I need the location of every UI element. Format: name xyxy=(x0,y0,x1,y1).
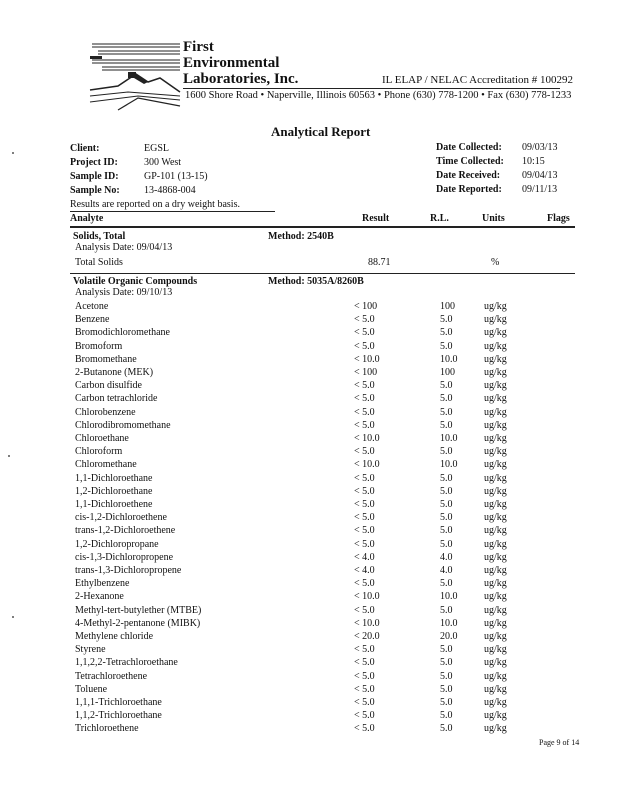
analyte-name: Chlorodibromomethane xyxy=(75,419,171,431)
analyte-name: Carbon disulfide xyxy=(75,380,142,392)
analyte-name: 1,1,2,2-Tetrachloroethane xyxy=(75,657,178,669)
voc-analysis-date: Analysis Date: 09/10/13 xyxy=(75,287,173,298)
analyte-units: ug/kg xyxy=(484,591,507,603)
analyte-units: ug/kg xyxy=(484,644,507,656)
analyte-rl: 5.0 xyxy=(440,683,453,695)
analyte-name: 4-Methyl-2-pentanone (MIBK) xyxy=(75,617,201,629)
time-collected-value: 10:15 xyxy=(522,156,545,167)
analyte-units: ug/kg xyxy=(484,551,507,563)
analyte-result: < 5.0 xyxy=(354,538,375,550)
analyte-rl: 5.0 xyxy=(440,340,453,352)
analyte-units: ug/kg xyxy=(484,670,507,682)
table-row xyxy=(0,697,642,710)
analyte-units: ug/kg xyxy=(484,710,507,722)
table-row xyxy=(0,671,642,684)
date-reported-label: Date Reported: xyxy=(436,184,502,195)
scan-speck xyxy=(12,152,14,154)
analyte-result: < 5.0 xyxy=(354,525,375,537)
table-row xyxy=(0,354,642,367)
analyte-name: 2-Butanone (MEK) xyxy=(75,367,154,378)
analyte-result: < 5.0 xyxy=(354,644,375,656)
analyte-name: trans-1,2-Dichloroethene xyxy=(75,525,176,537)
scan-speck xyxy=(8,455,10,457)
project-value: 300 West xyxy=(144,157,182,168)
analyte-result: < 5.0 xyxy=(354,327,375,339)
analyte-units: ug/kg xyxy=(484,419,507,431)
analyte-result: < 5.0 xyxy=(354,472,375,484)
analyte-result: < 10.0 xyxy=(354,459,380,471)
analyte-result: < 10.0 xyxy=(354,617,380,629)
analyte-units: ug/kg xyxy=(484,683,507,695)
analyte-result: < 5.0 xyxy=(354,512,375,524)
analyte-name: Total Solids xyxy=(75,257,123,268)
report-title: Analytical Report xyxy=(271,124,371,139)
analyte-name: 1,1,1-Trichloroethane xyxy=(75,697,162,708)
analyte-rl: 5.0 xyxy=(440,710,453,722)
analyte-units: ug/kg xyxy=(484,459,507,471)
analyte-rl: 4.0 xyxy=(440,551,453,563)
table-row xyxy=(0,367,642,380)
accreditation: IL ELAP / NELAC Accreditation # 100292 xyxy=(382,74,574,86)
analyte-rl: 5.0 xyxy=(440,697,453,708)
table-row xyxy=(0,459,642,472)
analyte-rl: 5.0 xyxy=(440,657,453,669)
analyte-name: Bromodichloromethane xyxy=(75,327,170,339)
analyte-units: ug/kg xyxy=(484,353,507,365)
col-rl: R.L. xyxy=(430,213,449,224)
table-row xyxy=(0,539,642,552)
analyte-rl: 5.0 xyxy=(440,380,453,392)
analyte-name: Carbon tetrachloride xyxy=(75,393,158,405)
analyte-name: 1,2-Dichloropropane xyxy=(75,538,159,550)
table-row xyxy=(0,257,642,270)
table-row xyxy=(0,380,642,393)
company-address: 1600 Shore Road • Naperville, Illinois 60563 • Phone (630) 778-1200 • Fax (630) 778-1233 xyxy=(185,90,572,101)
analyte-rl: 4.0 xyxy=(440,565,453,576)
analyte-units: ug/kg xyxy=(484,433,507,444)
table-row xyxy=(0,393,642,406)
analyte-units: ug/kg xyxy=(484,472,507,484)
analyte-result: < 5.0 xyxy=(354,485,375,497)
analyte-result: < 10.0 xyxy=(354,591,380,603)
analyte-name: Bromomethane xyxy=(75,353,137,365)
date-collected-label: Date Collected: xyxy=(436,142,502,153)
table-row xyxy=(0,552,642,565)
analyte-result: < 5.0 xyxy=(354,380,375,392)
analyte-rl: 5.0 xyxy=(440,538,453,550)
letterhead-rule xyxy=(183,88,560,89)
date-received-label: Date Received: xyxy=(436,170,501,181)
project-label: Project ID: xyxy=(70,157,118,168)
analyte-result: < 5.0 xyxy=(354,697,375,708)
analyte-rl: 5.0 xyxy=(440,670,453,682)
basis-note: Results are reported on a dry weight basis. xyxy=(70,199,240,210)
analyte-rl: 5.0 xyxy=(440,723,453,735)
analyte-units: % xyxy=(491,257,500,268)
analyte-units: ug/kg xyxy=(484,604,507,616)
col-result: Result xyxy=(362,213,390,224)
analyte-rl: 5.0 xyxy=(440,406,453,418)
analyte-rl: 5.0 xyxy=(440,472,453,484)
analyte-name: Styrene xyxy=(75,644,106,656)
analyte-rl: 100 xyxy=(440,301,455,312)
sample-no-label: Sample No: xyxy=(70,185,120,196)
analyte-result: < 5.0 xyxy=(354,723,375,735)
voc-heading: Volatile Organic Compounds xyxy=(73,276,198,287)
table-row xyxy=(0,301,642,314)
sample-id-label: Sample ID: xyxy=(70,171,119,182)
section-rule xyxy=(70,273,575,274)
client-value: EGSL xyxy=(144,143,169,154)
table-row xyxy=(0,605,642,618)
analyte-rl: 5.0 xyxy=(440,327,453,339)
analyte-name: Chloroform xyxy=(75,446,123,458)
solids-method: Method: 2540B xyxy=(268,231,334,242)
company-name-line-2: Environmental xyxy=(183,55,280,71)
analyte-result: < 4.0 xyxy=(354,551,375,563)
analyte-units: ug/kg xyxy=(484,301,507,312)
analyte-units: ug/kg xyxy=(484,367,507,378)
col-flags: Flags xyxy=(547,213,570,224)
scan-speck xyxy=(12,616,14,618)
analyte-result: < 5.0 xyxy=(354,604,375,616)
analyte-result: < 4.0 xyxy=(354,565,375,576)
analyte-rl: 5.0 xyxy=(440,446,453,458)
table-row xyxy=(0,565,642,578)
table-row xyxy=(0,341,642,354)
analyte-name: Chlorobenzene xyxy=(75,406,136,418)
analyte-units: ug/kg xyxy=(484,565,507,576)
analyte-rl: 100 xyxy=(440,367,455,378)
analyte-name: Methyl-tert-butylether (MTBE) xyxy=(75,604,202,616)
table-row xyxy=(0,684,642,697)
table-row xyxy=(0,644,642,657)
date-reported-value: 09/11/13 xyxy=(522,184,558,195)
table-row xyxy=(0,446,642,459)
analyte-result: < 5.0 xyxy=(354,406,375,418)
analyte-result: < 5.0 xyxy=(354,499,375,510)
col-analyte: Analyte xyxy=(70,213,104,224)
analyte-units: ug/kg xyxy=(484,380,507,392)
analyte-name: Trichloroethene xyxy=(75,723,139,735)
table-row xyxy=(0,473,642,486)
analyte-name: Chloromethane xyxy=(75,459,137,471)
table-row xyxy=(0,710,642,723)
page-number: Page 9 of 14 xyxy=(539,738,580,747)
analyte-result: < 100 xyxy=(354,301,378,312)
sample-no-value: 13-4868-004 xyxy=(144,185,196,196)
analyte-rl: 10.0 xyxy=(440,459,458,471)
analyte-units: ug/kg xyxy=(484,512,507,524)
analyte-result: < 10.0 xyxy=(354,433,380,444)
analyte-rl: 5.0 xyxy=(440,644,453,656)
analyte-name: Chloroethane xyxy=(75,433,129,444)
analyte-result: < 5.0 xyxy=(354,314,375,326)
analyte-units: ug/kg xyxy=(484,617,507,629)
analyte-rl: 5.0 xyxy=(440,512,453,524)
analyte-units: ug/kg xyxy=(484,723,507,735)
analyte-result: < 5.0 xyxy=(354,657,375,669)
analyte-name: 1,2-Dichloroethane xyxy=(75,485,153,497)
analyte-result: 88.71 xyxy=(368,257,391,268)
analyte-units: ug/kg xyxy=(484,525,507,537)
table-row xyxy=(0,314,642,327)
table-row xyxy=(0,723,642,736)
analyte-name: Ethylbenzene xyxy=(75,578,130,590)
analyte-name: 1,1-Dichloroethene xyxy=(75,499,153,510)
analyte-units: ug/kg xyxy=(484,314,507,326)
analyte-units: ug/kg xyxy=(484,538,507,550)
table-row xyxy=(0,618,642,631)
analyte-rl: 10.0 xyxy=(440,617,458,629)
analyte-rl: 5.0 xyxy=(440,604,453,616)
client-label: Client: xyxy=(70,143,100,154)
analyte-result: < 5.0 xyxy=(354,446,375,458)
table-row xyxy=(0,578,642,591)
analyte-name: Tetrachloroethene xyxy=(75,670,148,682)
table-row xyxy=(0,499,642,512)
analyte-name: Methylene chloride xyxy=(75,631,154,642)
analyte-result: < 5.0 xyxy=(354,419,375,431)
time-collected-label: Time Collected: xyxy=(436,156,504,167)
analyte-result: < 5.0 xyxy=(354,340,375,352)
analyte-name: 1,1-Dichloroethane xyxy=(75,472,153,484)
analyte-rl: 5.0 xyxy=(440,314,453,326)
date-received-value: 09/04/13 xyxy=(522,170,558,181)
analyte-result: < 5.0 xyxy=(354,393,375,405)
analyte-result: < 20.0 xyxy=(354,631,380,642)
voc-method: Method: 5035A/8260B xyxy=(268,276,364,287)
company-name-line-3: Laboratories, Inc. xyxy=(183,71,299,87)
analyte-name: 2-Hexanone xyxy=(75,591,124,603)
table-row xyxy=(0,420,642,433)
analyte-result: < 100 xyxy=(354,367,378,378)
table-row xyxy=(0,407,642,420)
table-row xyxy=(0,486,642,499)
analyte-name: 1,1,2-Trichloroethane xyxy=(75,710,162,722)
company-logo xyxy=(88,40,183,112)
table-row xyxy=(0,327,642,340)
analyte-units: ug/kg xyxy=(484,406,507,418)
analyte-rl: 10.0 xyxy=(440,353,458,365)
analyte-units: ug/kg xyxy=(484,446,507,458)
table-row xyxy=(0,525,642,538)
analyte-name: trans-1,3-Dichloropropene xyxy=(75,565,182,576)
date-collected-value: 09/03/13 xyxy=(522,142,558,153)
table-row xyxy=(0,631,642,644)
analyte-units: ug/kg xyxy=(484,340,507,352)
analyte-name: Acetone xyxy=(75,301,109,312)
analyte-units: ug/kg xyxy=(484,697,507,708)
table-row xyxy=(0,512,642,525)
analyte-units: ug/kg xyxy=(484,327,507,339)
header-rule xyxy=(70,226,575,228)
analyte-result: < 5.0 xyxy=(354,710,375,722)
analyte-rl: 5.0 xyxy=(440,578,453,590)
analyte-name: Toluene xyxy=(75,683,108,695)
analyte-rl: 5.0 xyxy=(440,499,453,510)
solids-analysis-date: Analysis Date: 09/04/13 xyxy=(75,242,173,253)
analyte-rl: 20.0 xyxy=(440,631,458,642)
analyte-result: < 5.0 xyxy=(354,670,375,682)
table-row xyxy=(0,433,642,446)
company-name-line-1: First xyxy=(183,39,214,55)
analyte-units: ug/kg xyxy=(484,578,507,590)
analyte-name: cis-1,3-Dichloropropene xyxy=(75,551,174,563)
analyte-name: Benzene xyxy=(75,314,110,326)
analyte-result: < 10.0 xyxy=(354,353,380,365)
analyte-units: ug/kg xyxy=(484,657,507,669)
basis-underline xyxy=(70,211,275,212)
analyte-name: cis-1,2-Dichloroethene xyxy=(75,512,167,524)
analyte-units: ug/kg xyxy=(484,393,507,405)
analyte-rl: 5.0 xyxy=(440,525,453,537)
analyte-result: < 5.0 xyxy=(354,683,375,695)
analyte-units: ug/kg xyxy=(484,485,507,497)
analyte-units: ug/kg xyxy=(484,499,507,510)
solids-heading: Solids, Total xyxy=(73,231,126,242)
sample-id-value: GP-101 (13-15) xyxy=(144,171,208,182)
analyte-rl: 5.0 xyxy=(440,485,453,497)
analyte-rl: 10.0 xyxy=(440,591,458,603)
analyte-rl: 5.0 xyxy=(440,393,453,405)
analyte-result: < 5.0 xyxy=(354,578,375,590)
analyte-units: ug/kg xyxy=(484,631,507,642)
analyte-rl: 5.0 xyxy=(440,419,453,431)
analyte-name: Bromoform xyxy=(75,340,123,352)
table-row xyxy=(0,591,642,604)
analyte-rl: 10.0 xyxy=(440,433,458,444)
table-row xyxy=(0,657,642,670)
col-units: Units xyxy=(482,213,505,224)
